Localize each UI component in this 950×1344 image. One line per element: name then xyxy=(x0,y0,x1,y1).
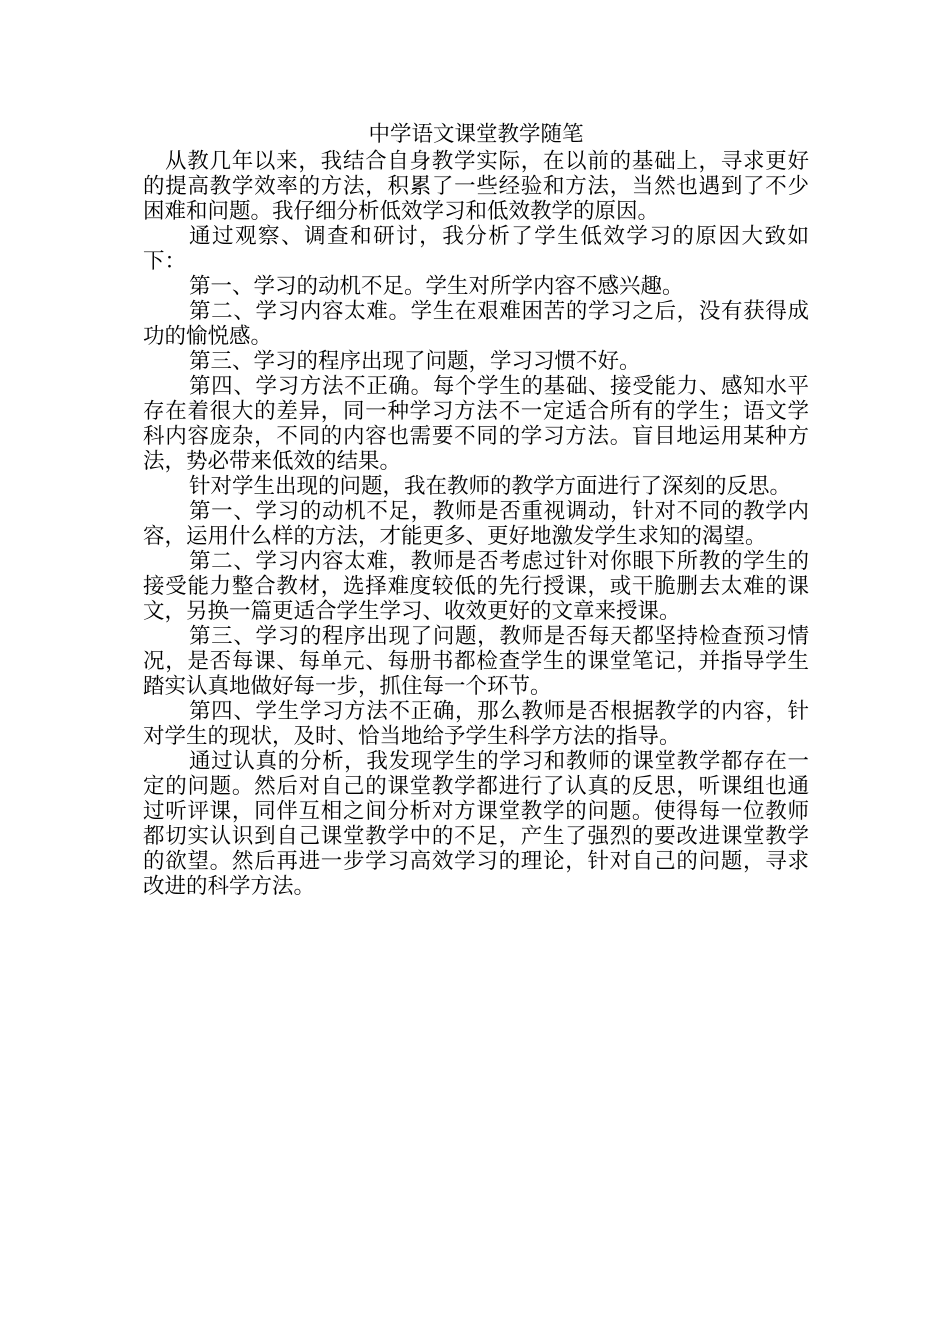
paragraph-student-cause-2: 第二、学习内容太难。学生在艰难困苦的学习之后，没有获得成功的愉悦感。 xyxy=(143,299,809,349)
paragraph-student-cause-1: 第一、学习的动机不足。学生对所学内容不感兴趣。 xyxy=(189,274,684,299)
paragraph-student-causes-intro: 通过观察、调查和研讨，我分析了学生低效学习的原因大致如下： xyxy=(143,224,809,274)
paragraph-intro: 从教几年以来，我结合自身教学实际，在以前的基础上，寻求更好的提高教学效率的方法，积累了一些经验和方法，当然也遇到了不少困难和问题。我仔细分析低效学习和低效教学的原因。 xyxy=(143,149,809,224)
paragraph-student-cause-4: 第四、学习方法不正确。每个学生的基础、接受能力、感知水平存在着很大的差异，同一种学习方法不一定适合所有的学生；语文学科内容庞杂，不同的内容也需要不同的学习方法。盲目地运用某种方法，势必带来低效的结果。 xyxy=(143,374,809,474)
paragraph-student-cause-3: 第三、学习的程序出现了问题，学习习惯不好。 xyxy=(189,349,641,374)
paragraph-teacher-reflection-2: 第二、学习内容太难，教师是否考虑过针对你眼下所教的学生的接受能力整合教材，选择难度较低的先行授课，或干脆删去太难的课文，另换一篇更适合学生学习、收效更好的文章来授课。 xyxy=(143,549,809,624)
paragraph-teacher-reflection-intro: 针对学生出现的问题，我在教师的教学方面进行了深刻的反思。 xyxy=(189,474,792,499)
paragraph-conclusion: 通过认真的分析，我发现学生的学习和教师的课堂教学都存在一定的问题。然后对自己的课堂教学都进行了认真的反思，听课组也通过听评课，同伴互相之间分析对方课堂教学的问题。使得每一位教师都切实认识到自己课堂教学中的不足，产生了强烈的要改进课堂教学的欲望。然后再进一步学习高效学习的理论，针对自己的问题，寻求改进的科学方法。 xyxy=(143,749,809,899)
paragraph-teacher-reflection-1: 第一、学习的动机不足，教师是否重视调动，针对不同的教学内容，运用什么样的方法，才能更多、更好地激发学生求知的渴望。 xyxy=(143,499,809,549)
paragraph-teacher-reflection-4: 第四、学生学习方法不正确，那么教师是否根据教学的内容，针对学生的现状，及时、恰当地给予学生科学方法的指导。 xyxy=(143,699,809,749)
document-body xyxy=(143,121,809,899)
document-title: 中学语文课堂教学随笔 xyxy=(368,122,584,147)
paragraph-teacher-reflection-3: 第三、学习的程序出现了问题，教师是否每天都坚持检查预习情况，是否每课、每单元、每册书都检查学生的课堂笔记，并指导学生踏实认真地做好每一步，抓住每一个环节。 xyxy=(143,624,809,699)
